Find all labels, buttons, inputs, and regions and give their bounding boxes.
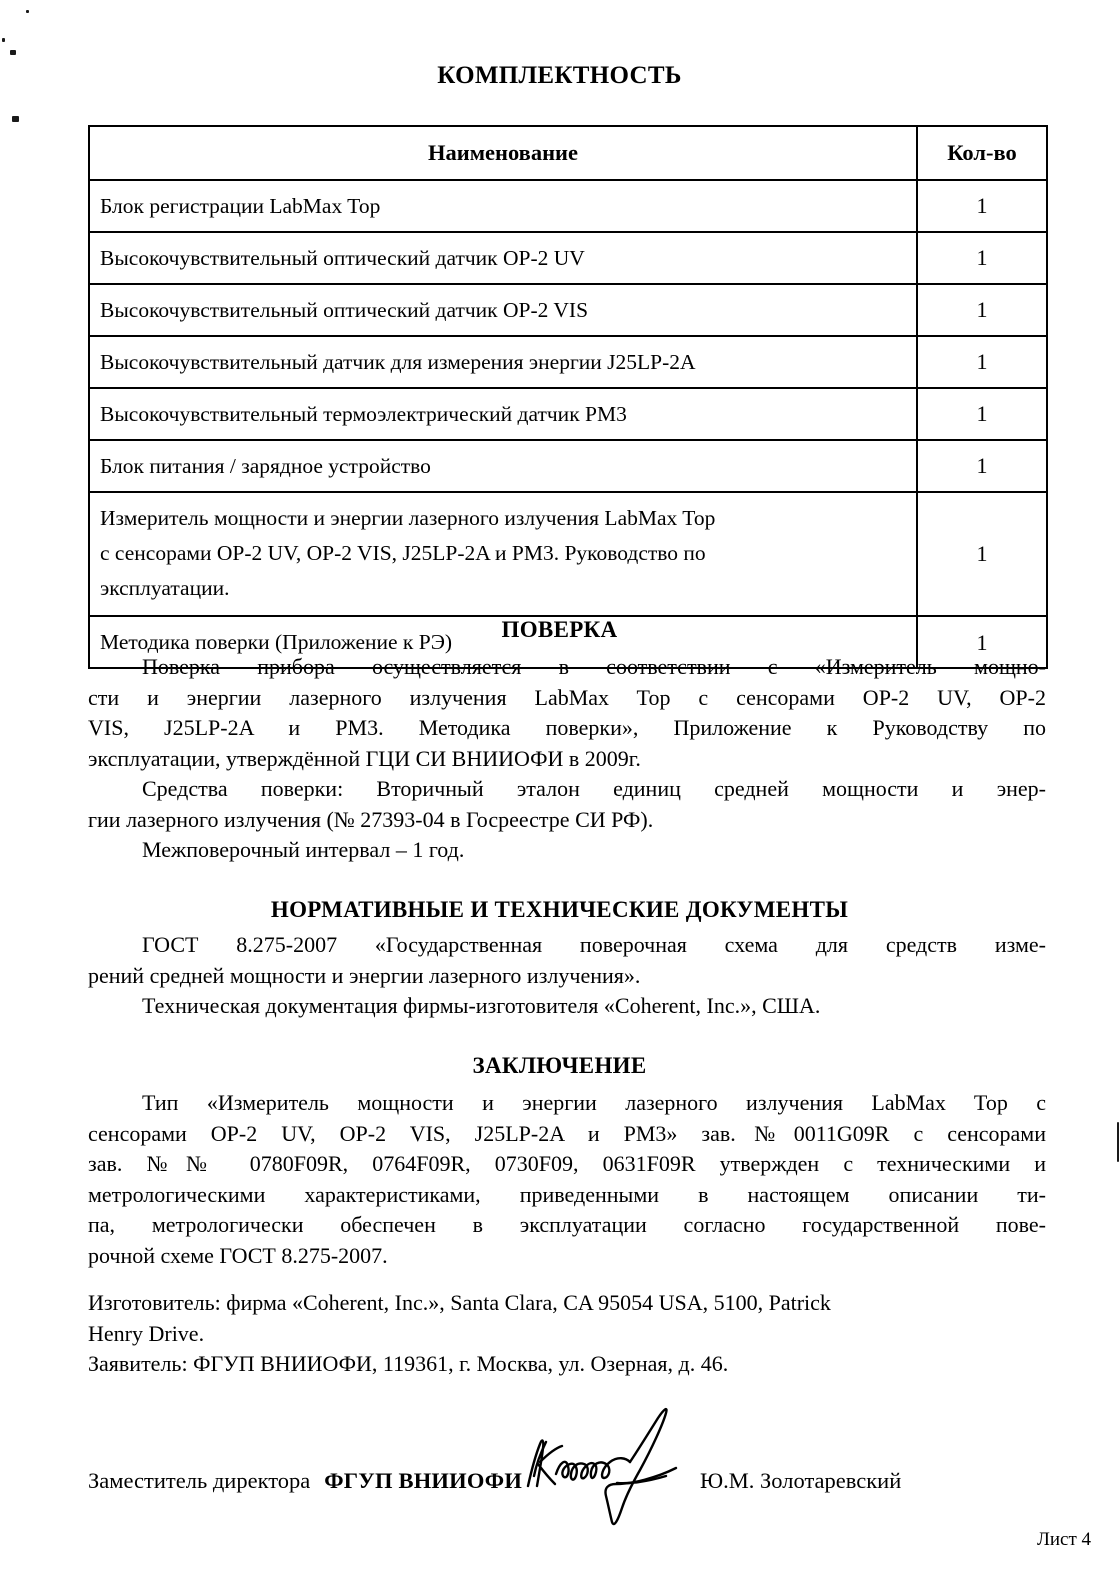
table-row xyxy=(89,336,1047,388)
item-qty: 1 xyxy=(917,616,1047,668)
signatory-role: Заместитель директора xyxy=(88,1468,311,1493)
item-name: Высокочувствительный оптический датчик OP-2 VIS xyxy=(89,284,917,336)
paragraph-zaklyuchenie-1 xyxy=(88,1088,1046,1271)
scan-artifact xyxy=(2,38,5,42)
table-row xyxy=(89,284,1047,336)
paragraph-line: Техническая документация фирмы-изготовителя «Coherent, Inc.», США. xyxy=(142,993,821,1018)
item-name: Блок регистрации LabMax Top xyxy=(89,180,917,232)
paragraph-poverka-1 xyxy=(88,652,1046,774)
item-name-line: Измеритель мощности и энергии лазерного излучения LabMax Top xyxy=(100,506,716,530)
paragraph-poverka-3 xyxy=(88,835,1046,866)
paragraph-line: Поверка прибора осуществляется в соответствии с «Измеритель мощно- xyxy=(142,654,1046,679)
signatory-name: Ю.М. Золотаревский xyxy=(700,1468,902,1493)
paragraph-manufacturer xyxy=(88,1288,1046,1349)
signature-block xyxy=(88,1448,1078,1494)
signatory-organization: ФГУП ВНИИОФИ xyxy=(324,1468,523,1493)
item-name: Высокочувствительный оптический датчик OP-2 UV xyxy=(89,232,917,284)
paragraph-applicant xyxy=(88,1349,1046,1380)
table-row xyxy=(89,232,1047,284)
scan-artifact xyxy=(12,116,19,122)
handwritten-signature xyxy=(522,1448,700,1488)
paragraph-line: Межповерочный интервал – 1 год. xyxy=(142,837,465,862)
paragraph-line: рочной схеме ГОСТ 8.275-2007. xyxy=(88,1242,388,1268)
paragraph-line: Заявитель: ФГУП ВНИИОФИ, 119361, г. Москва, ул. Озерная, д. 46. xyxy=(88,1351,729,1376)
item-qty: 1 xyxy=(917,440,1047,492)
item-qty: 1 xyxy=(917,284,1047,336)
item-qty: 1 xyxy=(917,388,1047,440)
item-name-line: с сенсорами OP-2 UV, OP-2 VIS, J25LP-2A и PM3. Руководство по xyxy=(100,540,706,565)
paragraph-normdocs-1 xyxy=(88,930,1046,991)
item-name: Высокочувствительный датчик для измерения энергии J25LP-2A xyxy=(89,336,917,388)
table-header-row xyxy=(89,126,1047,180)
section-heading-poverka: ПОВЕРКА xyxy=(501,617,618,642)
paragraph-line: сенсорами OP-2 UV, OP-2 VIS, J25LP-2A и PM3» зав.№0011G09R с сенсорами xyxy=(88,1120,1046,1146)
table-row xyxy=(89,388,1047,440)
paragraph-line: гии лазерного излучения (№ 27393-04 в Госреестре СИ РФ). xyxy=(88,806,654,832)
paragraph-line: Средства поверки: Вторичный эталон единиц средней мощности и энер- xyxy=(142,776,1046,801)
table-row xyxy=(89,180,1047,232)
paragraph-line: сти и энергии лазерного излучения LabMax Top с сенсорами OP-2 UV, OP-2 xyxy=(88,684,1046,710)
paragraph-line: Тип «Измеритель мощности и энергии лазерного излучения LabMax Top с xyxy=(142,1090,1046,1115)
section-heading-normdocs: НОРМАТИВНЫЕ И ТЕХНИЧЕСКИЕ ДОКУМЕНТЫ xyxy=(270,897,849,922)
paragraph-line: метрологическими характеристиками, приведенными в настоящем описании ти- xyxy=(88,1181,1046,1207)
item-qty: 1 xyxy=(917,492,1047,616)
item-name: Блок питания / зарядное устройство xyxy=(89,440,917,492)
paragraph-line: па, метрологически обеспечен в эксплуатации согласно государственной пове- xyxy=(88,1212,1046,1237)
scan-artifact xyxy=(10,50,16,55)
scan-artifact xyxy=(26,10,29,13)
item-qty: 1 xyxy=(917,336,1047,388)
item-qty: 1 xyxy=(917,180,1047,232)
paragraph-line: VIS, J25LP-2A и PM3. Методика поверки», Приложение к Руководству по xyxy=(88,715,1046,740)
column-header-name: Наименование xyxy=(89,126,917,180)
table-row xyxy=(89,492,1047,616)
paragraph-normdocs-2 xyxy=(88,991,1046,1022)
completeness-table xyxy=(88,125,1048,669)
table-row xyxy=(89,440,1047,492)
item-qty: 1 xyxy=(917,232,1047,284)
paragraph-line: зав. №№ 0780F09R, 0764F09R, 0730F09, 0631F09R утвержден с техническими и xyxy=(88,1151,1046,1176)
item-name-line: эксплуатации. xyxy=(100,575,230,600)
paragraph-poverka-2 xyxy=(88,774,1046,835)
item-name: Методика поверки (Приложение к РЭ) xyxy=(89,616,917,668)
kit-table-container xyxy=(88,125,1046,669)
item-name: Высокочувствительный термоэлектрический датчик PM3 xyxy=(89,388,917,440)
page-title: КОМПЛЕКТНОСТЬ xyxy=(437,62,682,89)
paragraph-line: ГОСТ 8.275-2007 «Государственная поверочная схема для средств изме- xyxy=(142,932,1046,957)
paragraph-line: эксплуатации, утверждённой ГЦИ СИ ВНИИОФИ в 2009г. xyxy=(88,745,641,771)
section-heading-zaklyuchenie: ЗАКЛЮЧЕНИЕ xyxy=(472,1053,647,1078)
paragraph-line: рений средней мощности и энергии лазерного излучения». xyxy=(88,962,641,988)
paragraph-line: Изготовитель: фирма «Coherent, Inc.», Santa Clara, CA 95054 USA, 5100, Patrick xyxy=(88,1290,831,1315)
sheet-number: Лист 4 xyxy=(1036,1529,1091,1550)
paragraph-line: Henry Drive. xyxy=(88,1320,205,1346)
column-header-qty: Кол-во xyxy=(917,126,1047,180)
item-name xyxy=(89,492,917,616)
